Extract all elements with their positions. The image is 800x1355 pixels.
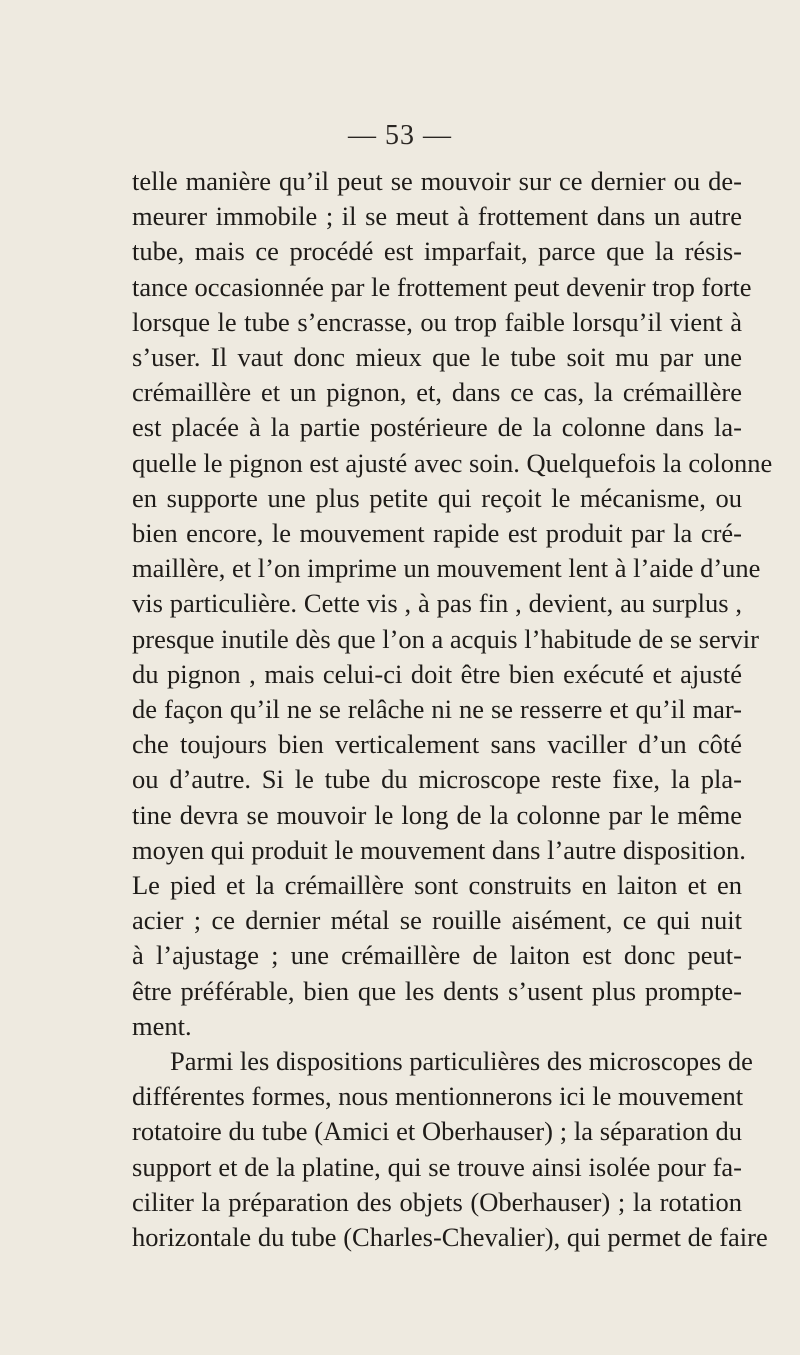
text-line: acier ; ce dernier métal se rouille aisément, ce qui nuit — [132, 905, 742, 936]
text-line: à l’ajustage ; une crémaillère de laiton est donc peut- — [132, 940, 742, 971]
text-line: de façon qu’il ne se relâche ni ne se resserre et qu’il mar- — [132, 694, 742, 725]
text-line: moyen qui produit le mouvement dans l’autre disposition. — [132, 834, 746, 865]
text-line: rotatoire du tube (Amici et Oberhauser) ; la séparation du — [132, 1116, 742, 1147]
text-line: crémaillère et un pignon, et, dans ce cas, la crémaillère — [132, 377, 742, 408]
text-line: quelle le pignon est ajusté avec soin. Quelquefois la colonne — [132, 447, 773, 478]
text-line: ou d’autre. Si le tube du microscope reste fixe, la pla- — [132, 764, 742, 795]
page-number: — 53 — — [348, 120, 452, 151]
text-line: bien encore, le mouvement rapide est produit par la cré- — [132, 518, 742, 549]
text-line: en supporte une plus petite qui reçoit le mécanisme, ou — [132, 482, 742, 513]
text-line: maillère, et l’on imprime un mouvement lent à l’aide d’une — [132, 553, 761, 584]
text-line: horizontale du tube (Charles-Chevalier), qui permet de faire — [132, 1222, 768, 1253]
text-line: telle manière qu’il peut se mouvoir sur ce dernier ou de- — [132, 166, 742, 196]
text-line: du pignon , mais celui-ci doit être bien exécuté et ajusté — [132, 658, 742, 689]
body-text — [132, 164, 773, 1255]
text-line: est placée à la partie postérieure de la colonne dans la- — [132, 412, 742, 443]
text-line: s’user. Il vaut donc mieux que le tube soit mu par une — [132, 342, 742, 373]
text-line: presque inutile dès que l’on a acquis l’habitude de se servir — [132, 623, 759, 654]
text-line: lorsque le tube s’encrasse, ou trop faible lorsqu’il vient à — [132, 306, 742, 337]
text-line: différentes formes, nous mentionnerons ici le mouvement — [132, 1081, 744, 1112]
text-line: meurer immobile ; il se meut à frottement dans un autre — [132, 201, 742, 232]
text-line: ment. — [132, 1010, 192, 1041]
text-line: vis particulière. Cette vis , à pas fin , devient, au surplus , — [132, 588, 742, 619]
text-line: ciliter la préparation des objets (Oberhauser) ; la rotation — [132, 1186, 742, 1217]
text-line: tube, mais ce procédé est imparfait, parce que la résis- — [132, 236, 742, 267]
text-line: Parmi les dispositions particulières des microscopes de — [170, 1046, 753, 1077]
text-line: Le pied et la crémaillère sont construits en laiton et en — [132, 870, 742, 901]
text-line: che toujours bien verticalement sans vaciller d’un côté — [132, 729, 742, 760]
text-line: tance occasionnée par le frottement peut devenir trop forte — [132, 271, 752, 302]
text-line: être préférable, bien que les dents s’usent plus prompte- — [132, 975, 742, 1006]
text-line: tine devra se mouvoir le long de la colonne par le même — [132, 799, 742, 830]
text-line: support et de la platine, qui se trouve ainsi isolée pour fa- — [132, 1151, 742, 1182]
